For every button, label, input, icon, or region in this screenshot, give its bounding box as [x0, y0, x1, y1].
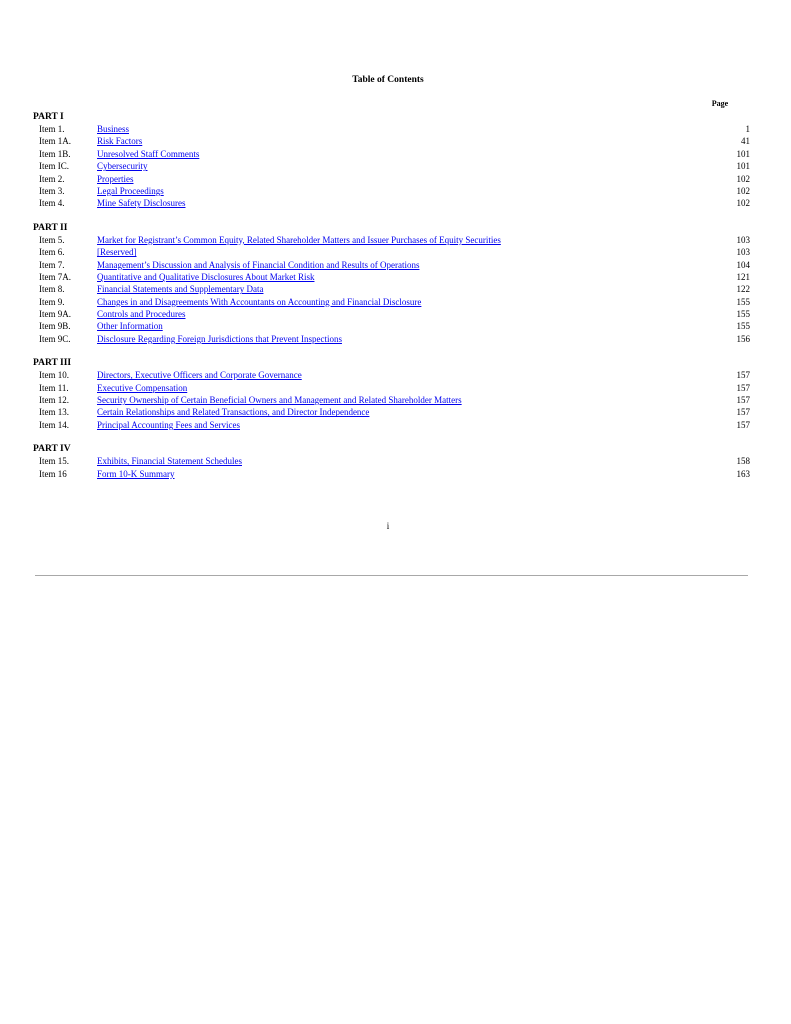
page-number: 104 [736, 259, 750, 270]
item-number: Item 2. [39, 173, 65, 184]
part-2-section [33, 222, 750, 346]
footer-page-number: i [386, 521, 390, 531]
part-3-section [33, 357, 750, 431]
toc-row [33, 308, 750, 320]
item-number: Item 7. [39, 259, 65, 270]
page-number: 41 [741, 136, 750, 147]
toc-link-executive-compensation[interactable]: Executive Compensation [97, 382, 188, 393]
item-number: Item 5. [39, 234, 65, 245]
toc-link-risk-factors[interactable]: Risk Factors [97, 136, 143, 147]
toc-link-mine-safety-disclosures[interactable]: Mine Safety Disclosures [97, 198, 186, 209]
page-column-header: Page [711, 99, 729, 108]
page-number: 101 [736, 148, 750, 159]
item-number: Item 12. [39, 395, 69, 406]
toc-link-cybersecurity[interactable]: Cybersecurity [97, 161, 148, 172]
page-number: 1 [745, 124, 750, 134]
item-number: Item 9C. [39, 333, 71, 344]
item-number: Item 3. [39, 185, 65, 196]
page-number: 103 [736, 234, 750, 245]
toc-link-controls-and-procedures[interactable]: Controls and Procedures [97, 309, 186, 320]
toc-link-business[interactable]: Business [97, 124, 130, 134]
toc-link-certain-relationships[interactable]: Certain Relationships and Related Transactions, and Director Independence [97, 407, 370, 418]
part-4-section [33, 443, 750, 480]
page-number: 157 [736, 382, 750, 393]
toc-link-exhibits-financial-statement-schedules[interactable]: Exhibits, Financial Statement Schedules [97, 456, 242, 467]
item-number: Item 6. [39, 247, 65, 258]
toc-link-reserved[interactable]: [Reserved] [97, 247, 137, 258]
page-number: 122 [736, 284, 750, 295]
toc-row [33, 369, 750, 381]
toc-link-managements-discussion-and-analysis[interactable]: Management’s Discussion and Analysis of Financial Condition and Results of Operations [97, 259, 420, 270]
toc-row [33, 160, 750, 172]
toc-row [33, 406, 750, 418]
page-title: Table of Contents [352, 75, 424, 85]
item-number: Item IC. [39, 161, 69, 172]
toc-row [33, 123, 750, 135]
toc-row [33, 382, 750, 394]
table-of-contents [33, 111, 750, 492]
page-number: 102 [736, 185, 750, 196]
toc-link-unresolved-staff-comments[interactable]: Unresolved Staff Comments [97, 148, 200, 159]
item-number: Item 10. [39, 370, 69, 381]
item-number: Item 1A. [39, 136, 71, 147]
part-heading: PART I [33, 112, 64, 122]
toc-link-principal-accounting-fees[interactable]: Principal Accounting Fees and Services [97, 419, 240, 430]
page-number: 158 [736, 456, 750, 467]
toc-link-other-information[interactable]: Other Information [97, 321, 163, 332]
page-number: 102 [736, 173, 750, 184]
toc-link-financial-statements-and-supplementary-data[interactable]: Financial Statements and Supplementary Data [97, 284, 264, 295]
page-number: 155 [736, 309, 750, 320]
item-number: Item 9. [39, 296, 65, 307]
item-number: Item 1. [39, 124, 65, 134]
page-number: 157 [736, 419, 750, 430]
toc-link-changes-in-and-disagreements-with-accountants[interactable]: Changes in and Disagreements With Accountants on Accounting and Financial Disclosure [97, 296, 422, 307]
toc-row [33, 296, 750, 308]
page-number: 157 [736, 370, 750, 381]
toc-row [33, 197, 750, 209]
page-divider [35, 575, 748, 576]
toc-row [33, 271, 750, 283]
toc-row [33, 394, 750, 406]
part-heading: PART IV [33, 444, 71, 455]
toc-row [33, 320, 750, 332]
toc-link-form-10-k-summary[interactable]: Form 10-K Summary [97, 468, 175, 479]
part-1-section [33, 111, 750, 210]
page-number: 155 [736, 321, 750, 332]
toc-link-disclosure-regarding-foreign-jurisdictions[interactable]: Disclosure Regarding Foreign Jurisdictions that Prevent Inspections [97, 333, 342, 344]
toc-row [33, 185, 750, 197]
toc-row [33, 419, 750, 431]
item-number: Item 15. [39, 456, 69, 467]
part-heading: PART III [33, 358, 72, 369]
toc-link-directors-executive-officers[interactable]: Directors, Executive Officers and Corporate Governance [97, 370, 302, 381]
page-number: 102 [736, 198, 750, 209]
item-number: Item 14. [39, 419, 69, 430]
toc-row [33, 234, 750, 246]
toc-row [33, 455, 750, 467]
item-number: Item 11. [39, 382, 69, 393]
toc-link-legal-proceedings[interactable]: Legal Proceedings [97, 185, 164, 196]
item-number: Item 9B. [39, 321, 71, 332]
page-number: 121 [736, 271, 750, 282]
toc-row [33, 173, 750, 185]
toc-row [33, 283, 750, 295]
toc-link-security-ownership[interactable]: Security Ownership of Certain Beneficial Owners and Management and Related Shareholder Matters [97, 395, 462, 406]
page-number: 157 [736, 407, 750, 418]
page-number: 103 [736, 247, 750, 258]
toc-row [33, 333, 750, 345]
page-number: 155 [736, 296, 750, 307]
page-number: 156 [736, 333, 750, 344]
item-number: Item 1B. [39, 148, 71, 159]
part-heading: PART II [33, 222, 68, 233]
item-number: Item 7A. [39, 271, 71, 282]
page-number: 101 [736, 161, 750, 172]
toc-row [33, 148, 750, 160]
toc-link-market-for-registrants-common-equity[interactable]: Market for Registrant’s Common Equity, Related Shareholder Matters and Issuer Purchases of Equity Securities [97, 234, 501, 245]
page-number: 163 [736, 468, 750, 479]
item-number: Item 9A. [39, 309, 71, 320]
toc-row [33, 246, 750, 258]
toc-row [33, 135, 750, 147]
item-number: Item 16 [39, 468, 67, 479]
toc-row [33, 468, 750, 480]
toc-link-quantitative-and-qualitative-disclosures[interactable]: Quantitative and Qualitative Disclosures About Market Risk [97, 271, 315, 282]
toc-row [33, 259, 750, 271]
item-number: Item 8. [39, 284, 65, 295]
item-number: Item 4. [39, 198, 65, 209]
toc-link-properties[interactable]: Properties [97, 173, 134, 184]
item-number: Item 13. [39, 407, 69, 418]
page-number: 157 [736, 395, 750, 406]
